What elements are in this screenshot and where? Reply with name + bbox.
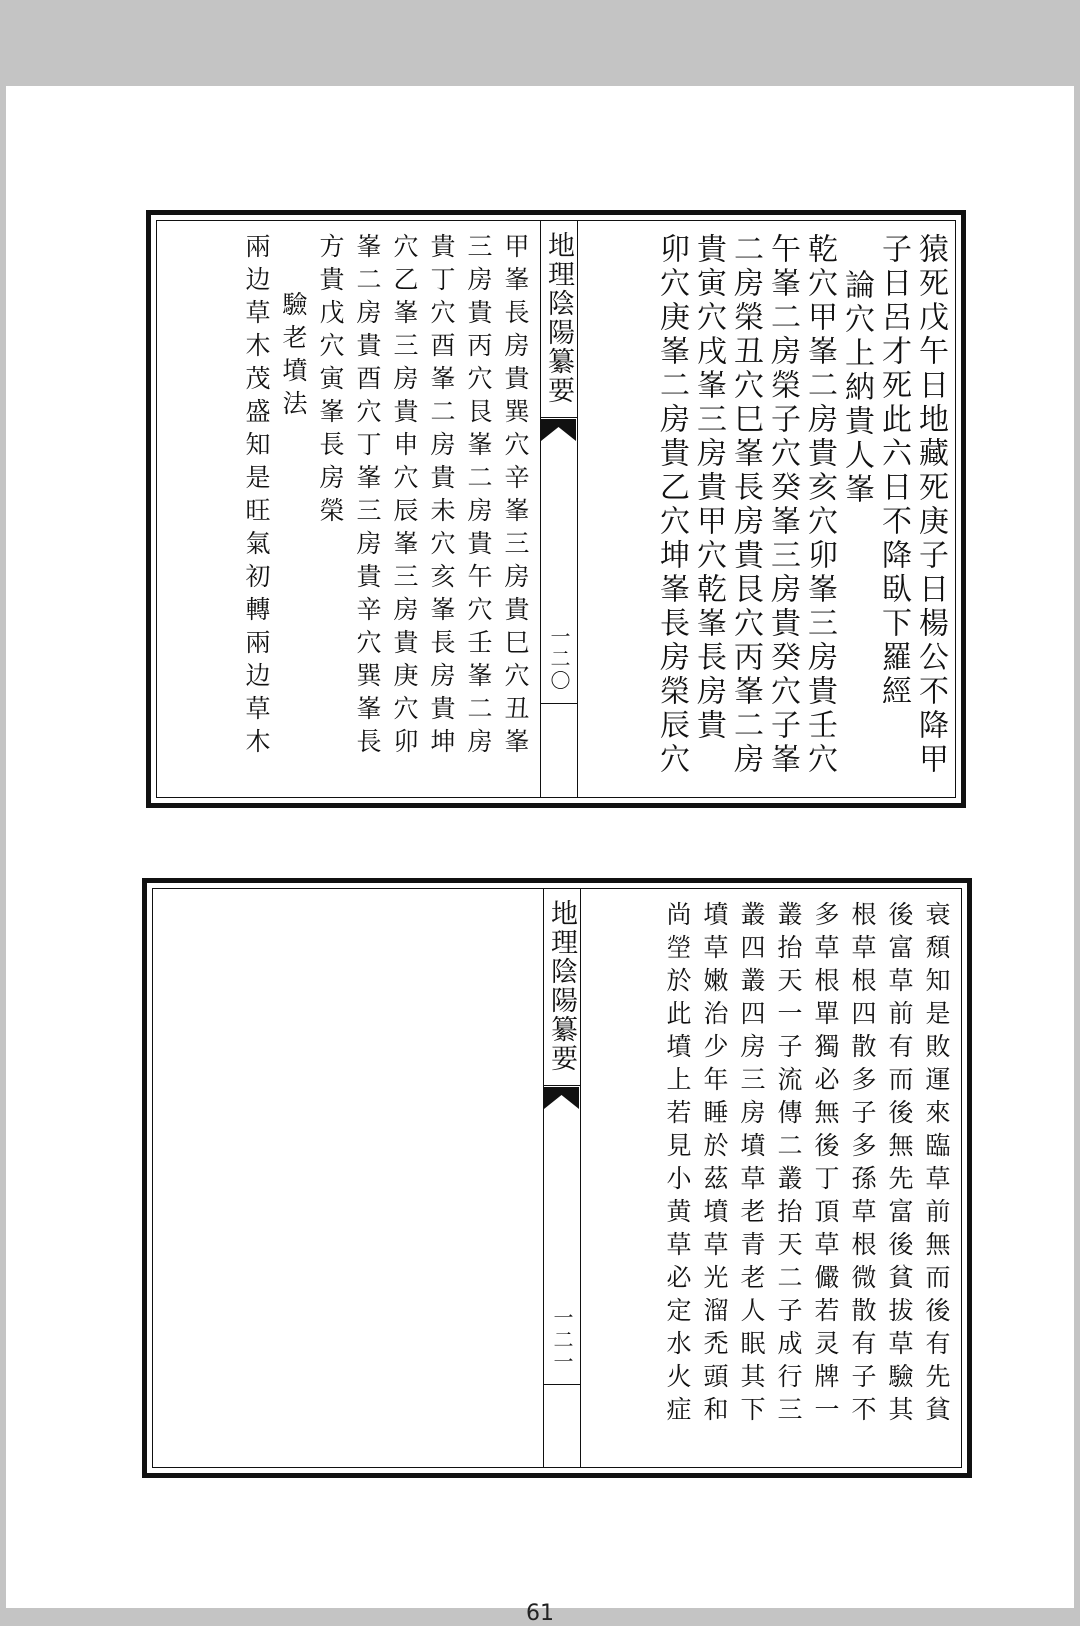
lower-left-half-blank: [153, 889, 543, 1467]
upper-right-half: [577, 221, 955, 797]
page-number: 61: [526, 1601, 554, 1626]
text-column: 午峯二房榮子穴癸峯三房貴癸穴子峯: [765, 233, 800, 777]
text-column: 卯穴庚峯二房貴乙穴坤峯長房榮辰穴: [654, 233, 689, 777]
scanned-page: [6, 86, 1074, 1626]
viewer-top-bar: [0, 0, 1080, 86]
text-column: 衰頹知是敗運來臨草前無而後有先貧: [922, 901, 951, 1429]
folio-number: 一二〇: [547, 626, 571, 692]
text-column: 乾穴甲峯二房貴亥穴卯峯三房貴壬穴: [802, 233, 837, 777]
book-title: 地理陰陽纂要: [546, 899, 577, 1073]
lower-fold-strip: [543, 889, 581, 1467]
upper-page-frame: [146, 210, 966, 808]
text-column: 兩边草木茂盛知是旺氣初轉兩边草木: [242, 233, 271, 761]
lower-page-frame: [142, 878, 972, 1478]
text-column: 猿死戊午日地藏死庚子日楊公不降甲: [913, 233, 948, 777]
text-column: 根草根四散多子多孫草根微散有子不: [848, 901, 877, 1429]
text-column: 後富草前有而後無先富後貧拔草驗其: [885, 901, 914, 1429]
section-heading: 論穴上納貴人峯: [839, 269, 874, 507]
text-column: 三房貴丙穴艮峯二房貴午穴壬峯二房: [464, 233, 493, 761]
text-column: 峯二房貴酉穴丁峯三房貴辛穴巽峯長: [353, 233, 382, 761]
lower-right-half: [581, 889, 961, 1467]
text-column: 多草根單獨必無後丁頂草儼若灵牌一: [811, 901, 840, 1429]
text-column: 子日呂才死此六日不降臥下羅經: [876, 233, 911, 709]
section-heading: 驗老墳法: [279, 291, 308, 423]
folio-number: 一二一: [550, 1307, 574, 1373]
book-title: 地理陰陽纂要: [543, 231, 574, 405]
upper-left-half: [157, 221, 540, 797]
text-column: 墳草嫩治少年睡於茲墳草光溜禿頭和: [700, 901, 729, 1429]
text-column: 叢抬天一子流傳二叢抬天二子成行三: [774, 901, 803, 1429]
upper-fold-strip: [540, 221, 578, 797]
text-column: 尚塋於此墳上若見小黄草必定水火症: [663, 901, 692, 1429]
fishtail-mark-icon: [544, 1087, 579, 1113]
text-column: 方貴戊穴寅峯長房榮: [316, 233, 345, 530]
text-column: 叢四叢四房三房墳草老青老人眠其下: [737, 901, 766, 1429]
text-column: 甲峯長房貴巽穴辛峯三房貴巳穴丑峯: [501, 233, 530, 761]
text-column: 穴乙峯三房貴申穴辰峯三房貴庚穴卯: [390, 233, 419, 761]
text-column: 二房榮丑穴巳峯長房貴艮穴丙峯二房: [728, 233, 763, 777]
fishtail-mark-icon: [541, 419, 576, 445]
text-column: 貴丁穴酉峯二房貴未穴亥峯長房貴坤: [427, 233, 456, 761]
text-column: 貴寅穴戌峯三房貴甲穴乾峯長房貴: [691, 233, 726, 743]
